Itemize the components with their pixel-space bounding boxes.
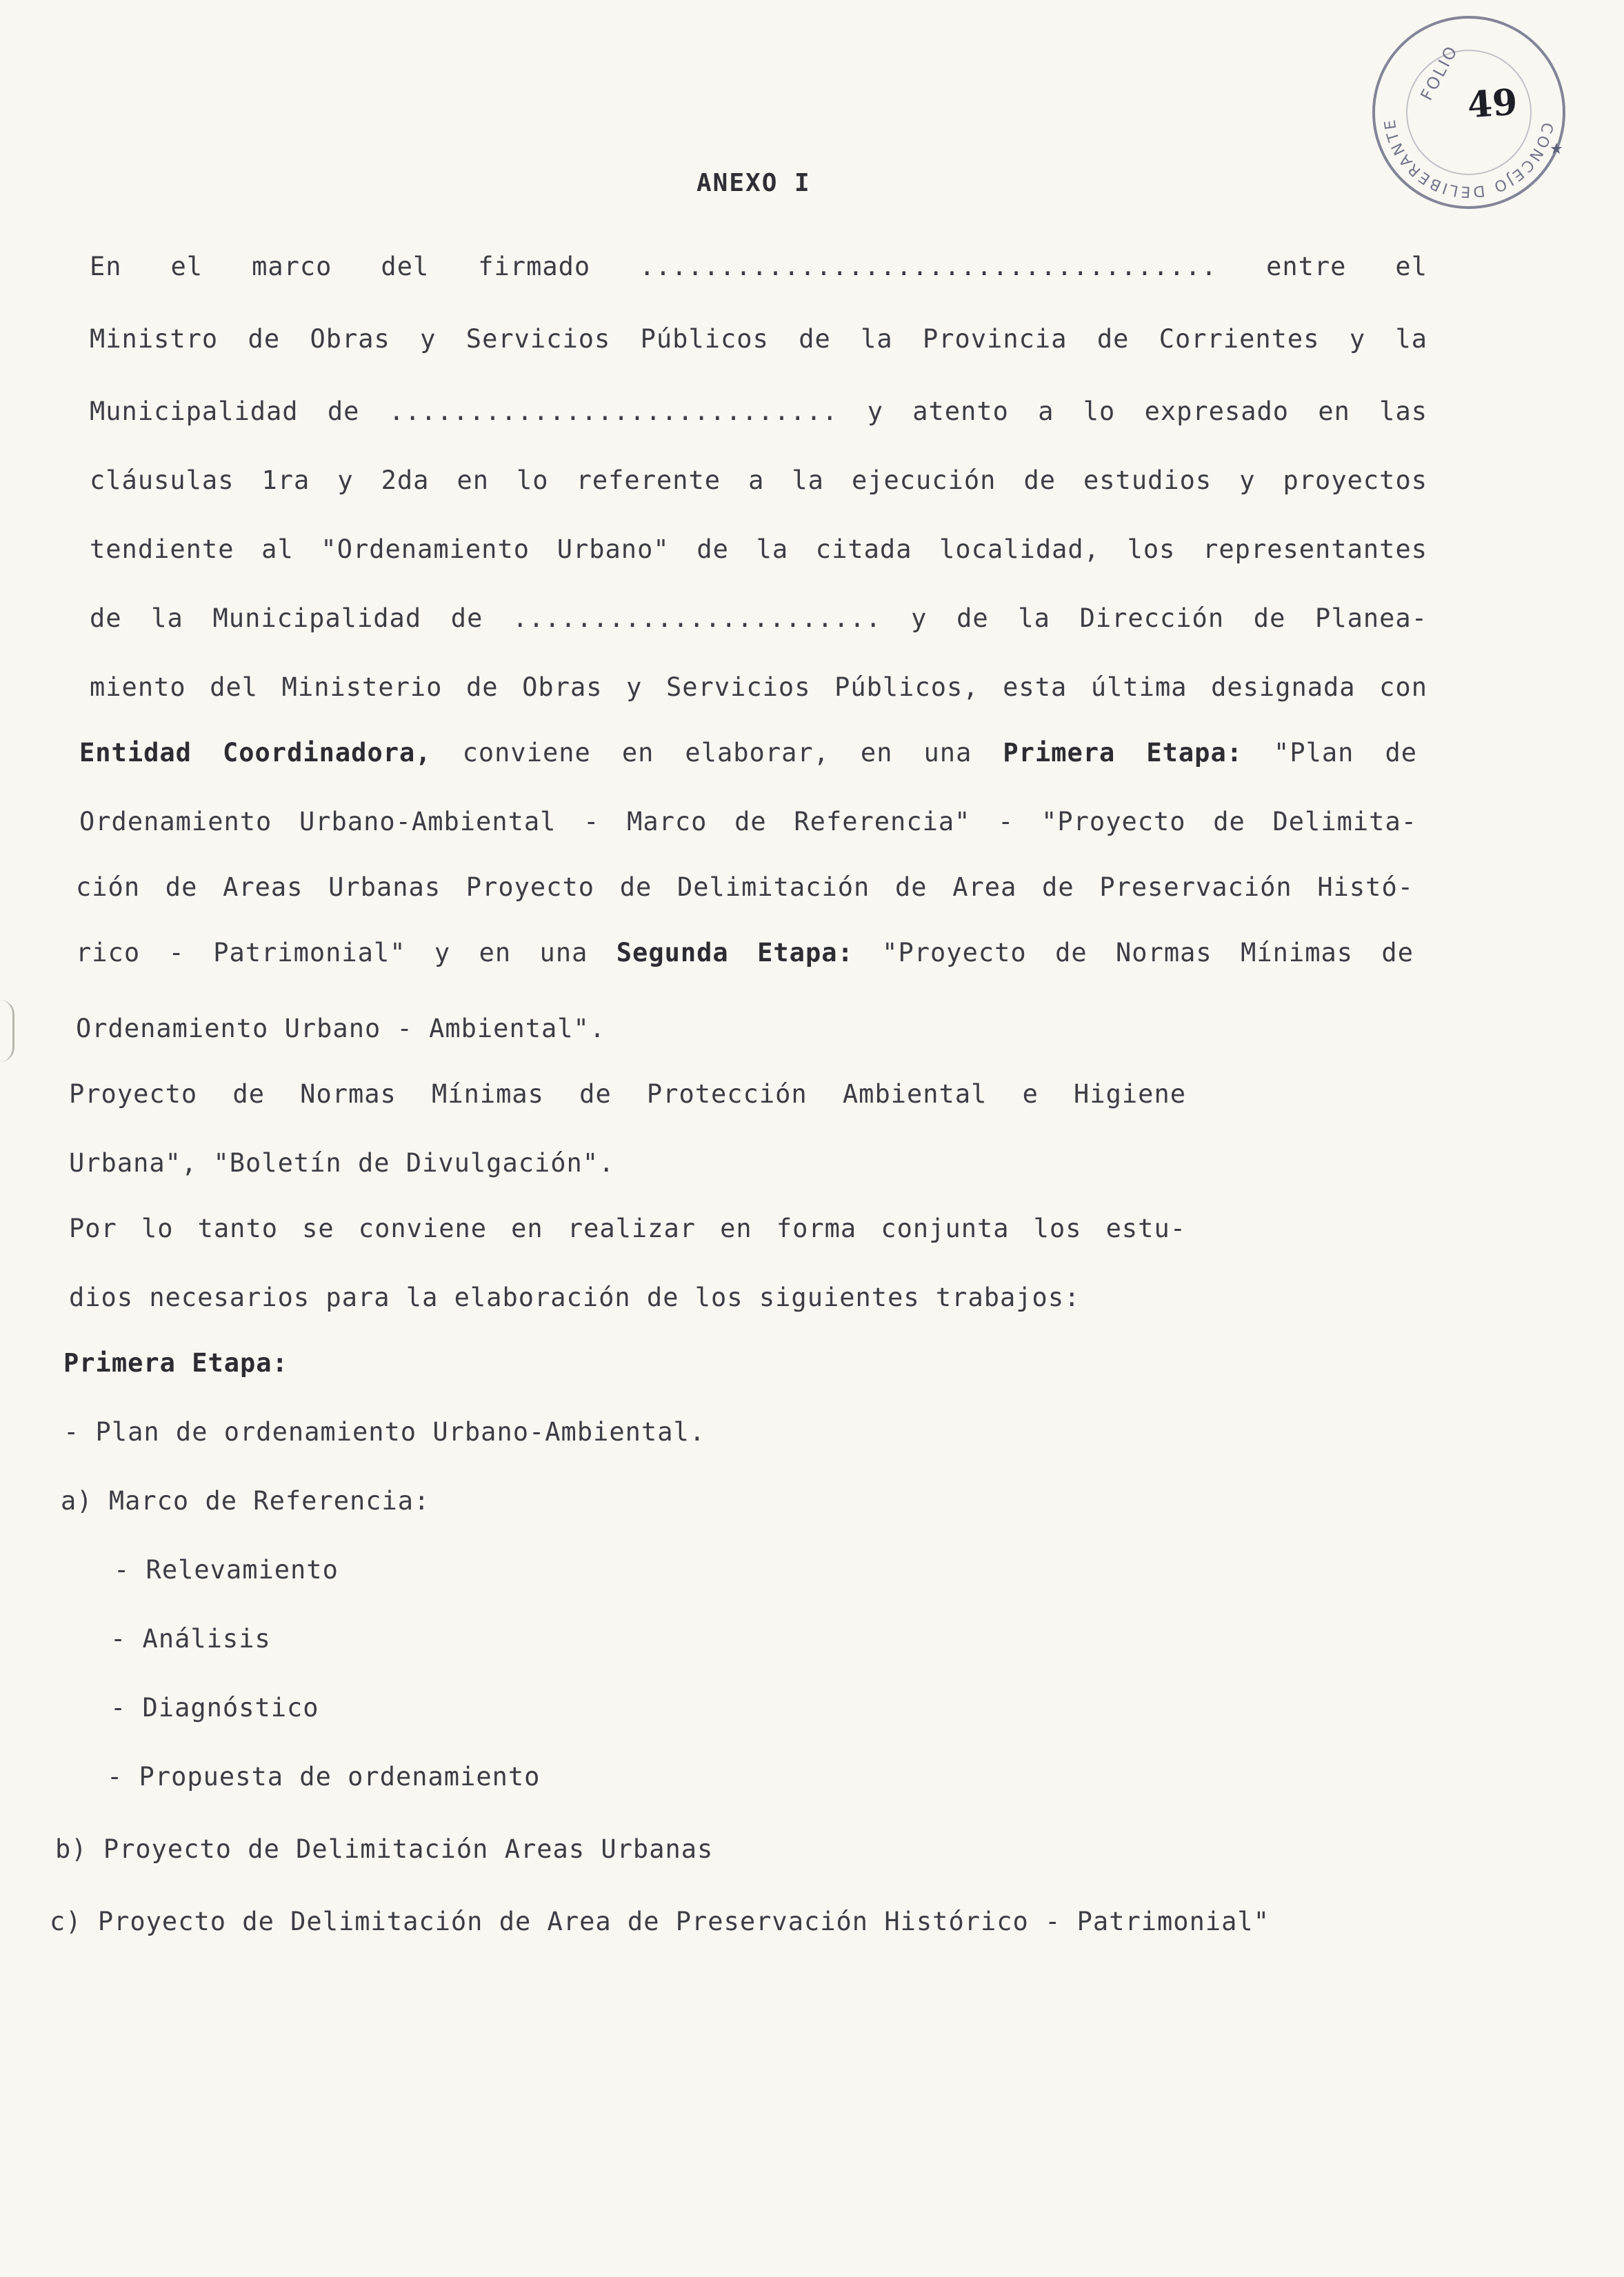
paragraph-line: ción de Areas Urbanas Proyecto de Delimitación de Area de Preservación Histó-: [76, 872, 1414, 902]
sub-list-item: - Análisis: [110, 1624, 271, 1654]
bold-text: Segunda Etapa:: [616, 938, 854, 967]
list-item: a) Marco de Referencia:: [61, 1486, 430, 1516]
paragraph-line: tendiente al "Ordenamiento Urbano" de la citada localidad, los representantes: [90, 534, 1427, 564]
paragraph-line: cláusulas 1ra y 2da en lo referente a la ejecución de estudios y proyectos: [90, 465, 1427, 495]
paragraph-line: miento del Ministerio de Obras y Servicios Públicos, esta última designada con: [90, 672, 1427, 702]
paragraph-line: Por lo tanto se conviene en realizar en forma conjunta los estu-: [69, 1214, 1186, 1243]
svg-text:CONCEJO DELIBERANTE: [1381, 117, 1556, 200]
bold-text: Entidad Coordinadora,: [79, 738, 432, 768]
svg-text:★: ★: [1550, 141, 1563, 158]
stamp-center-text: FOLIO: [1416, 41, 1463, 104]
paragraph-line: [79, 738, 1417, 768]
text-run: conviene en elaborar, en una: [431, 738, 1003, 768]
list-item: b) Proyecto de Delimitación Areas Urbanas: [55, 1834, 714, 1864]
paragraph-line: Ministro de Obras y Servicios Públicos de la Provincia de Corrientes y la: [90, 324, 1427, 354]
sub-list-item: - Diagnóstico: [110, 1693, 319, 1723]
text-run: "Plan de: [1243, 738, 1418, 768]
page-title: ANEXO I: [696, 169, 811, 197]
paragraph-line: Municipalidad de ............................ y atento a lo expresado en las: [90, 397, 1427, 426]
list-item: c) Proyecto de Delimitación de Area de Preservación Histórico - Patrimonial": [50, 1907, 1270, 1936]
section-heading: [63, 1348, 1401, 1378]
sub-list-item: - Relevamiento: [114, 1555, 339, 1585]
list-item: - Plan de ordenamiento Urbano-Ambiental.: [63, 1417, 706, 1447]
stamp-ring-text: CONCEJO DELIBERANTE: [1381, 117, 1556, 201]
bold-text: Primera Etapa:: [63, 1348, 288, 1378]
paragraph-line: Ordenamiento Urbano - Ambiental".: [76, 1014, 606, 1043]
paragraph-line: [76, 938, 1414, 967]
paragraph-line: Ordenamiento Urbano-Ambiental - Marco de Referencia" - "Proyecto de Delimita-: [79, 807, 1417, 836]
paragraph-line: Urbana", "Boletín de Divulgación".: [69, 1148, 615, 1178]
paragraph-line: Proyecto de Normas Mínimas de Protección Ambiental e Higiene: [69, 1079, 1186, 1109]
text-run: rico - Patrimonial" y en una: [76, 938, 616, 967]
paragraph-line: dios necesarios para la elaboración de los siguientes trabajos:: [69, 1283, 1081, 1312]
sub-list-item: - Propuesta de ordenamiento: [107, 1762, 541, 1792]
punch-hole-mark: [0, 1000, 14, 1062]
text-run: "Proyecto de Normas Mínimas de: [853, 938, 1414, 967]
bold-text: Primera Etapa:: [1003, 738, 1243, 768]
folio-number: 49: [1465, 81, 1519, 127]
paragraph-line: En el marco del firmado .................................... entre el: [90, 252, 1427, 281]
paragraph-line: de la Municipalidad de ....................... y de la Dirección de Planea-: [90, 603, 1427, 633]
